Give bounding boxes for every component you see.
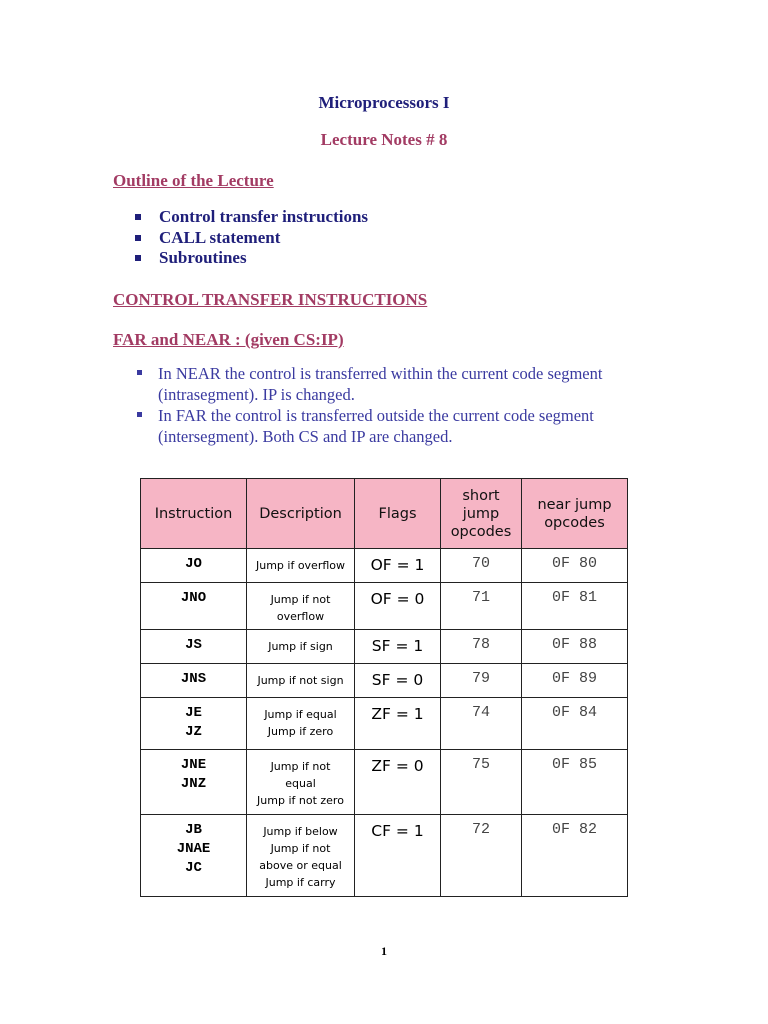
header-instruction: Instruction bbox=[141, 479, 247, 549]
square-bullet-icon bbox=[135, 235, 141, 241]
near-opcode-cell: 0F 89 bbox=[522, 664, 628, 698]
description-cell: Jump if not overflow bbox=[247, 583, 355, 630]
square-bullet-icon bbox=[137, 412, 142, 417]
table-header-row bbox=[141, 479, 628, 549]
outline-item: CALL statement bbox=[135, 228, 368, 249]
short-opcode-cell: 71 bbox=[441, 583, 522, 630]
far-near-paragraphs bbox=[134, 363, 654, 447]
outline-item: Subroutines bbox=[135, 248, 368, 269]
section-subheading: FAR and NEAR : (given CS:IP) bbox=[113, 330, 344, 349]
outline-item: Control transfer instructions bbox=[135, 207, 368, 228]
near-opcode-cell: 0F 85 bbox=[522, 750, 628, 815]
instruction-cell: JE JZ bbox=[141, 698, 247, 750]
flags-cell: SF = 0 bbox=[355, 664, 441, 698]
square-bullet-icon bbox=[137, 370, 142, 375]
instruction-cell: JS bbox=[141, 630, 247, 664]
instruction-cell: JNS bbox=[141, 664, 247, 698]
header-flags: Flags bbox=[355, 479, 441, 549]
header-near-opcodes: near jump opcodes bbox=[522, 479, 628, 549]
table-row bbox=[141, 549, 628, 583]
square-bullet-icon bbox=[135, 214, 141, 220]
instruction-cell: JNO bbox=[141, 583, 247, 630]
flags-cell: ZF = 0 bbox=[355, 750, 441, 815]
flags-cell: ZF = 1 bbox=[355, 698, 441, 750]
near-opcode-cell: 0F 84 bbox=[522, 698, 628, 750]
header-description: Description bbox=[247, 479, 355, 549]
header-short-opcodes: short jump opcodes bbox=[441, 479, 522, 549]
near-opcode-cell: 0F 82 bbox=[522, 815, 628, 897]
jump-opcode-table bbox=[140, 478, 628, 897]
flags-cell: OF = 0 bbox=[355, 583, 441, 630]
near-opcode-cell: 0F 80 bbox=[522, 549, 628, 583]
outline-heading: Outline of the Lecture bbox=[113, 171, 274, 190]
square-bullet-icon bbox=[135, 255, 141, 261]
near-opcode-cell: 0F 81 bbox=[522, 583, 628, 630]
paragraph-item: In FAR the control is transferred outside the current code segment (intersegment). Both CS and IP are changed. bbox=[134, 405, 654, 447]
short-opcode-cell: 78 bbox=[441, 630, 522, 664]
table-row bbox=[141, 664, 628, 698]
table-row bbox=[141, 630, 628, 664]
flags-cell: SF = 1 bbox=[355, 630, 441, 664]
outline-list bbox=[135, 207, 368, 269]
section-heading: CONTROL TRANSFER INSTRUCTIONS bbox=[113, 290, 428, 309]
description-cell: Jump if sign bbox=[247, 630, 355, 664]
description-cell: Jump if equal Jump if zero bbox=[247, 698, 355, 750]
table-row bbox=[141, 815, 628, 897]
lecture-title: Lecture Notes # 8 bbox=[320, 130, 448, 149]
instruction-cell: JB JNAE JC bbox=[141, 815, 247, 897]
description-cell: Jump if below Jump if not above or equal Jump if carry bbox=[247, 815, 355, 897]
course-title: Microprocessors I bbox=[318, 93, 450, 112]
instruction-cell: JNE JNZ bbox=[141, 750, 247, 815]
instruction-cell: JO bbox=[141, 549, 247, 583]
table-row bbox=[141, 750, 628, 815]
page-number: 1 bbox=[381, 944, 387, 958]
table-row bbox=[141, 583, 628, 630]
paragraph-item: In NEAR the control is transferred within the current code segment (intrasegment). IP is changed. bbox=[134, 363, 654, 405]
near-opcode-cell: 0F 88 bbox=[522, 630, 628, 664]
description-cell: Jump if not equal Jump if not zero bbox=[247, 750, 355, 815]
short-opcode-cell: 79 bbox=[441, 664, 522, 698]
short-opcode-cell: 75 bbox=[441, 750, 522, 815]
short-opcode-cell: 74 bbox=[441, 698, 522, 750]
description-cell: Jump if overflow bbox=[247, 549, 355, 583]
short-opcode-cell: 70 bbox=[441, 549, 522, 583]
flags-cell: CF = 1 bbox=[355, 815, 441, 897]
short-opcode-cell: 72 bbox=[441, 815, 522, 897]
flags-cell: OF = 1 bbox=[355, 549, 441, 583]
description-cell: Jump if not sign bbox=[247, 664, 355, 698]
table-row bbox=[141, 698, 628, 750]
